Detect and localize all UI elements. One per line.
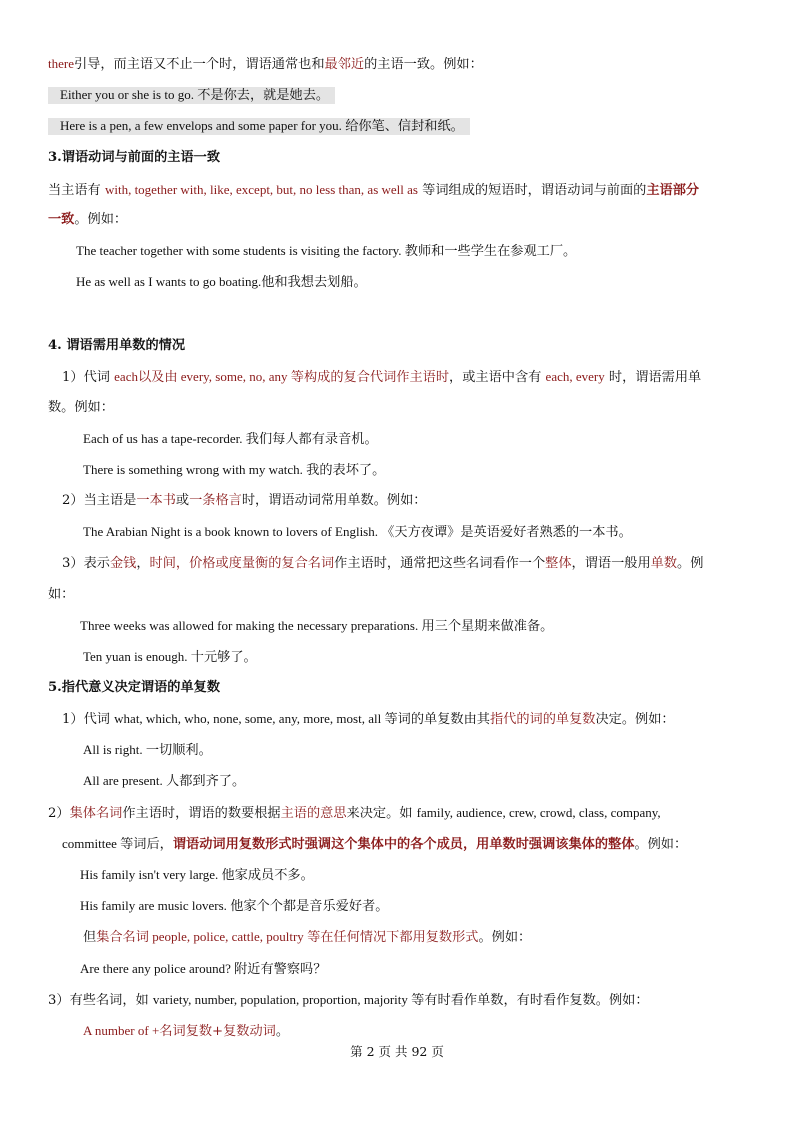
section-heading [0, 336, 794, 356]
text-run: 一条格言 [189, 493, 242, 508]
shaded-example [48, 87, 335, 104]
example-line [0, 959, 794, 980]
example-line-shaded [0, 116, 794, 137]
text-run: 引导，而主语又不止一个时，谓语通常也和 [73, 57, 325, 72]
text-line [0, 803, 794, 824]
text-run: 时，谓语需用单 [604, 370, 702, 385]
text-run: Three weeks was allowed for making the necessary preparations. [80, 618, 422, 633]
text-run: 等构成的复合代词作主语时 [290, 370, 450, 385]
text-run: The Arabian Night is a book known to lovers of English. [83, 524, 382, 539]
text-run: 《天方夜谭》是英语爱好者熟悉的一本书。 [381, 525, 632, 540]
text-run: 教师和一些学生在参观工厂。 [404, 244, 577, 259]
text-run: 如： [48, 587, 75, 602]
example-line [0, 272, 794, 293]
text-run: 。例 [677, 556, 704, 571]
text-run: 决定。例如： [595, 712, 675, 727]
example-line [0, 429, 794, 450]
text-run: 。例如： [478, 930, 532, 945]
text-run: 或 [175, 493, 190, 508]
text-run: 的主语一致。例如： [364, 57, 483, 72]
text-run: A number of + [83, 1023, 160, 1038]
text-run: 一致 [48, 212, 75, 227]
text-run: people, police, cattle, poultry [148, 929, 308, 944]
text-run: Are there any police around? [80, 961, 235, 976]
text-line [0, 398, 794, 418]
text-run: 名词复数+复数动词 [159, 1024, 276, 1039]
text-run: 附近有警察吗？ [234, 962, 327, 977]
text-run: ，谓语一般用 [571, 556, 651, 571]
text-run: 他家个个都是音乐爱好者。 [230, 899, 389, 914]
text-run: 一本书 [136, 493, 176, 508]
text-run: ，或主语中含有 [449, 370, 546, 385]
text-run: 我们每人都有录音机。 [245, 432, 378, 447]
text-run: Here is a pen, a few envelops and some paper for you. [60, 118, 346, 133]
text-run: Either you or she is to go. [60, 87, 198, 102]
text-run: 时间，价格或度量衡的复合名词 [149, 556, 335, 571]
text-run: 5.指代意义决定谓语的单复数 [48, 680, 221, 695]
text-run: All are present. [83, 773, 167, 788]
text-run: 集合名词 [96, 930, 149, 945]
text-run: 等词后， [120, 837, 173, 852]
text-run: 数。例如： [48, 400, 114, 415]
text-run: family, audience, crew, crowd, class, company, [416, 805, 661, 820]
text-run: 等有时看作单数，有时看作复数。例如： [411, 993, 649, 1008]
text-run: 3）有些名词，如 [48, 993, 153, 1008]
text-run: 1）代词 [62, 712, 115, 727]
text-run: 我的表坏了。 [306, 463, 386, 478]
text-run: 2） [48, 806, 70, 821]
text-line [0, 834, 794, 855]
text-line [0, 990, 794, 1011]
text-line [0, 709, 794, 730]
text-run: 他和我想去划船。 [261, 275, 367, 290]
text-run: 。 [275, 1024, 290, 1039]
text-run: 等词组成的短语时，谓语动词与前面的 [417, 183, 647, 198]
text-run: 以及由 [137, 370, 178, 385]
text-run: each, every [545, 369, 605, 384]
text-run: The teacher together with some students is visiting the factory. [76, 243, 405, 258]
section-heading [0, 678, 794, 698]
text-run: committee [62, 836, 121, 851]
text-run: 主语部分 [646, 183, 700, 198]
text-line [0, 1021, 794, 1042]
example-line [0, 616, 794, 637]
example-line [0, 740, 794, 761]
text-run: ， [136, 556, 150, 571]
text-run: 时，谓语动词常用单数。例如： [241, 493, 427, 508]
text-run: 当主语有 [48, 183, 105, 198]
text-run: 3.谓语动词与前面的主语一致 [48, 150, 221, 165]
text-run: 十元够了。 [190, 650, 257, 665]
text-line [0, 180, 794, 201]
text-run: with, together with, like, except, but, no less than, as well as [104, 182, 418, 197]
text-run: 整体 [545, 556, 572, 571]
text-run: 人都到齐了。 [166, 774, 246, 789]
text-run: 一切顺利。 [145, 743, 212, 758]
text-line [0, 54, 794, 75]
text-run: 他家成员不多。 [221, 868, 314, 883]
text-line [0, 927, 794, 948]
text-run: 金钱 [109, 556, 137, 571]
text-run: 指代的词的单复数 [489, 712, 596, 727]
text-run: each [114, 369, 138, 384]
page-footer: 第 2 页 共 92 页 [350, 1044, 444, 1059]
text-line [0, 585, 794, 605]
text-run: variety, number, population, proportion, majority [152, 992, 412, 1007]
text-run: 谓语动词用复数形式时强调这个集体中的各个成员，用单数时强调该集体的整体 [172, 837, 635, 852]
text-run: what, which, who, none, some, any, more, most, all [114, 711, 385, 726]
text-line [0, 210, 794, 230]
text-run: Each of us has a tape-recorder. [83, 431, 246, 446]
example-line-shaded [0, 85, 794, 106]
text-run: 等词的单复数由其 [384, 712, 490, 727]
example-line [0, 241, 794, 262]
text-run: 3）表示 [62, 556, 110, 571]
text-run: 给你笔、信封和纸。 [345, 119, 464, 134]
text-run: There is something wrong with my watch. [83, 462, 307, 477]
text-run: All is right. [83, 742, 146, 757]
text-run: His family isn't very large. [80, 867, 222, 882]
text-run: 不是你去，就是她去。 [197, 88, 330, 103]
text-line [0, 491, 794, 511]
text-run: His family are music lovers. [80, 898, 231, 913]
section-heading [0, 148, 794, 168]
shaded-example [48, 118, 470, 135]
example-line [0, 771, 794, 792]
text-line [0, 554, 794, 574]
text-run: there [48, 56, 74, 71]
text-run: 2）当主语是 [62, 493, 137, 508]
text-run: 来决定。如 [346, 806, 417, 821]
example-line [0, 460, 794, 481]
example-line [0, 865, 794, 886]
text-run: 最邻近 [324, 57, 365, 72]
text-run: 集体名词 [69, 806, 123, 821]
text-line [0, 367, 794, 388]
text-run: 作主语时，谓语的数要根据 [122, 806, 281, 821]
text-run: 等在任何情况下都用复数形式 [307, 930, 479, 945]
text-run: every, some, no, any [177, 369, 291, 384]
text-run: 。例如： [634, 837, 688, 852]
text-run: 作主语时，通常把这些名词看作一个 [334, 556, 546, 571]
text-run: 但 [83, 930, 97, 945]
text-run: 。例如： [74, 212, 128, 227]
example-line [0, 896, 794, 917]
text-run: Ten yuan is enough. [83, 649, 191, 664]
text-run: 单数 [650, 556, 678, 571]
text-run: 用三个星期来做准备。 [421, 619, 554, 634]
text-run: He as well as I wants to go boating. [76, 274, 262, 289]
text-run: 主语的意思 [280, 806, 347, 821]
text-run: 1）代词 [62, 370, 115, 385]
text-run: 4. 谓语需用单数的情况 [48, 338, 186, 353]
example-line [0, 647, 794, 668]
example-line [0, 522, 794, 543]
